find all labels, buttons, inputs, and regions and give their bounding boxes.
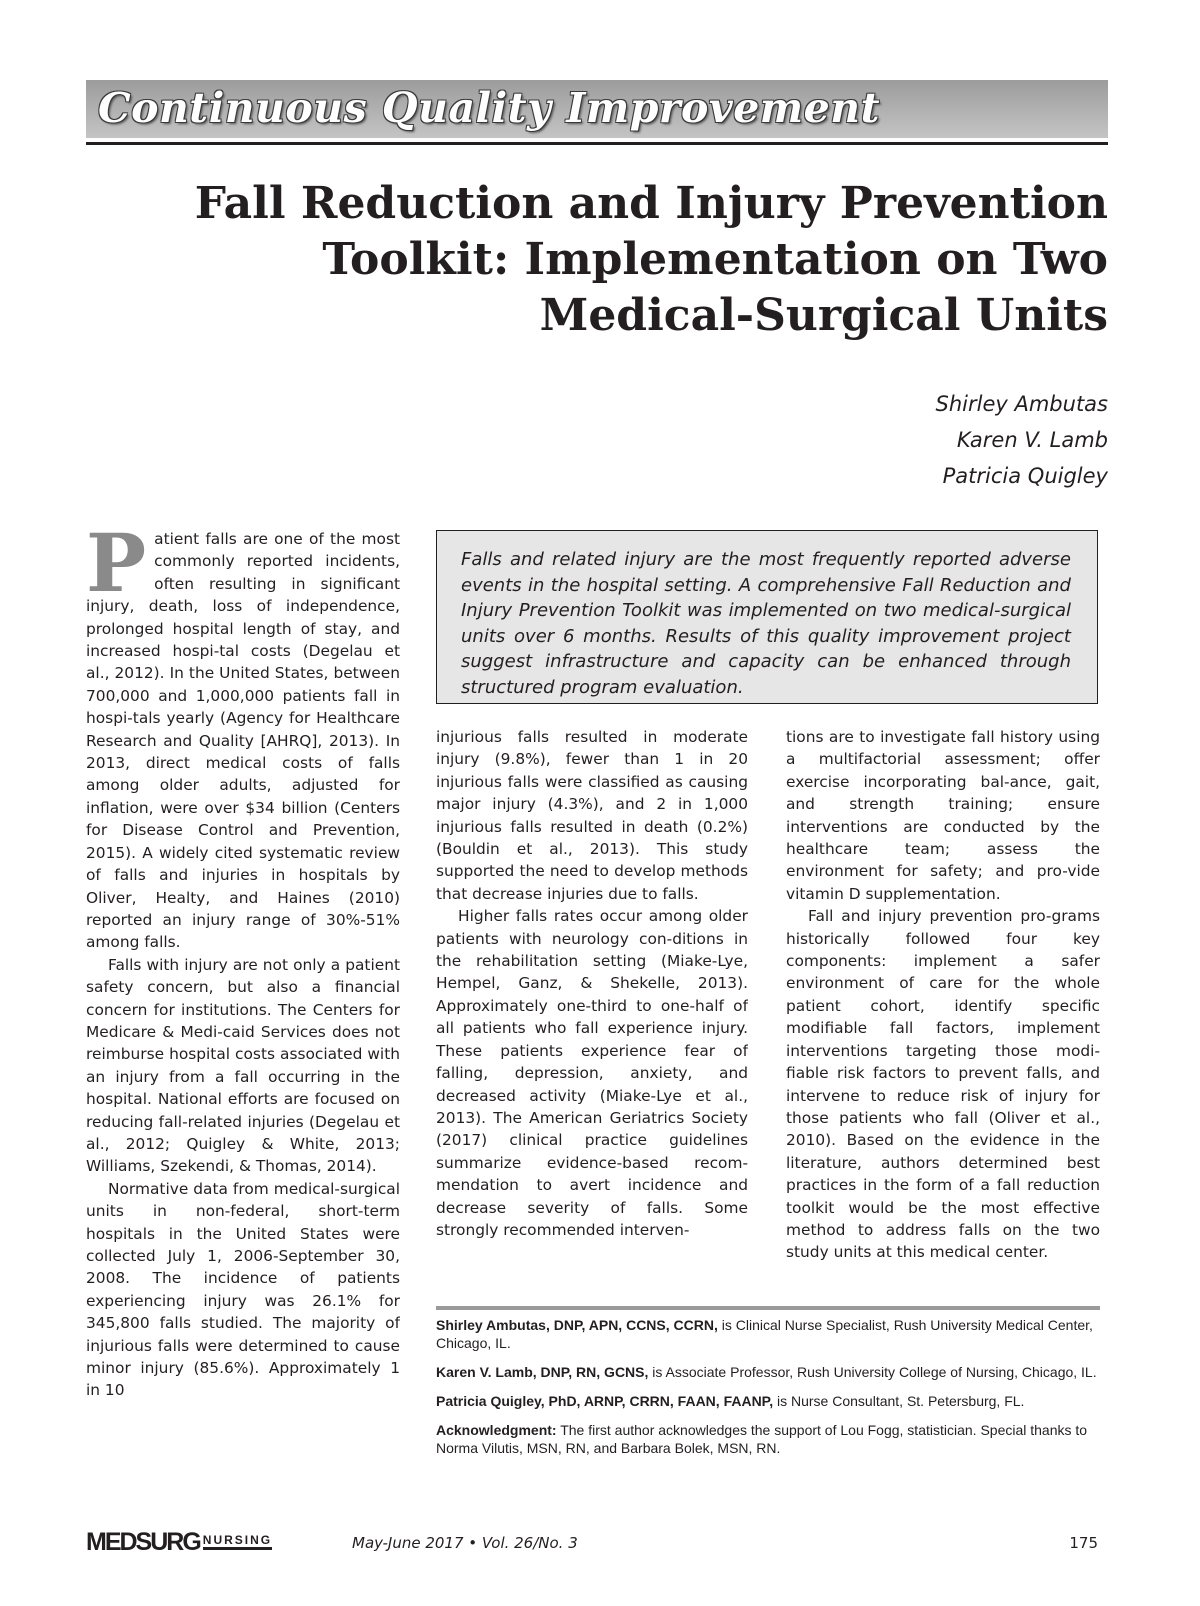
banner-rule <box>86 142 1108 145</box>
drop-cap: P <box>86 528 147 610</box>
author-note <box>436 1363 1100 1381</box>
author-byline <box>936 386 1108 494</box>
paragraph: atient falls are one of the most commonly reported incidents, often resulting in significant injury, death, loss of independence, prolonged hospital length of stay, and increased hospi-tal costs (Degelau et al., 2012). In the United States, between 700,000 and 1,000,000 patients fall in hospi-tals yearly (Agency for Healthcare Research and Quality [AHRQ], 2013). In 2013, direct medical costs of falls among older adults, adjusted for inflation, were over $34 billion (Centers for Disease Control and Prevention, 2015). A widely cited systematic review of falls and injuries in hospitals by Oliver, Healty, and Haines (2010) reported an injury range of 30%-51% among falls. <box>86 530 400 952</box>
title-line-2: Toolkit: Implementation on Two <box>322 234 1108 285</box>
author-note-text: is Nurse Consultant, St. Petersburg, FL. <box>773 1393 1025 1409</box>
abstract-box <box>436 530 1098 704</box>
author-note-name: Patricia Quigley, PhD, ARNP, CRRN, FAAN, FAANP, <box>436 1393 774 1409</box>
acknowledgment-label: Acknowledgment: <box>436 1422 557 1438</box>
author-note <box>436 1392 1100 1410</box>
paragraph: tions are to investigate fall history using a multifactorial assessment; offer exercise incorporating bal-ance, gait, and strength training; ensure interventions are conducted by the healthcare team; assess the environment for safety; and pro-vide vitamin D supplementation. <box>786 728 1100 903</box>
acknowledgment-text: The first author acknowledges the support of Lou Fogg, statistician. Special thanks to Norma Vilutis, MSN, RN, and Barbara Bolek, MSN, RN. <box>436 1422 1088 1456</box>
journal-logo <box>86 1528 272 1557</box>
paragraph: Normative data from medical-surgical units in non-federal, short-term hospitals in the United States were collected July 1, 2006-September 30, 2008. The incidence of patients experiencing injury was 26.1% for 345,800 falls studied. The majority of injurious falls were determined to cause minor injury (85.6%). Approximately 1 in 10 <box>86 1179 400 1400</box>
paragraph: Falls with injury are not only a patient safety concern, but also a financial concern for institutions. The Centers for Medicare & Medi-caid Services does not reimburse hospital costs associated with an injury from a fall occurring in the hospital. National efforts are focused on reducing fall-related injuries (Degelau et al., 2012; Quigley & White, 2013; Williams, Szekendi, & Thomas, 2014). <box>86 955 400 1176</box>
notes-divider <box>436 1306 1100 1310</box>
body-column-2 <box>436 726 748 1296</box>
author-note-text: is Associate Professor, Rush University College of Nursing, Chicago, IL. <box>648 1364 1097 1380</box>
section-title: Continuous Quality Improvement <box>98 84 881 132</box>
page-footer <box>86 1528 1098 1558</box>
body-column-3 <box>786 726 1100 1296</box>
paragraph: injurious falls resulted in moderate injury (9.8%), fewer than 1 in 20 injurious falls were classified as causing major injury (4.3%), and 2 in 1,000 injurious falls resulted in death (0.2%) (Bouldin et al., 2013). This study supported the need to develop methods that decrease injuries due to falls. <box>436 728 748 903</box>
journal-logo-sub: NURSING <box>203 1533 272 1550</box>
author-note-text: is Clinical Nurse Specialist, Rush University Medical Center, Chicago, IL. <box>436 1317 1093 1351</box>
title-line-3: Medical-Surgical Units <box>539 290 1108 341</box>
title-line-1: Fall Reduction and Injury Prevention <box>194 178 1108 229</box>
author-notes <box>436 1316 1100 1468</box>
issue-info: May-June 2017 • Vol. 26/No. 3 <box>352 1534 578 1552</box>
author-note-name: Karen V. Lamb, DNP, RN, GCNS, <box>436 1364 649 1380</box>
abstract-text: Falls and related injury are the most frequently reported adverse events in the hospital setting. A comprehensive Fall Reduction and Injury Prevention Toolkit was implemented on two medical-surgical units over 6 months. Results of this quality improvement project suggest infrastructure and capacity can be enhanced through structured program evaluation. <box>461 549 1071 698</box>
page-number: 175 <box>1069 1534 1098 1552</box>
author-name: Karen V. Lamb <box>956 428 1108 452</box>
body-column-1 <box>86 528 400 1488</box>
author-note-name: Shirley Ambutas, DNP, APN, CCNS, CCRN, <box>436 1317 718 1333</box>
author-note <box>436 1316 1100 1352</box>
acknowledgment <box>436 1421 1100 1457</box>
paragraph: Higher falls rates occur among older patients with neurology con-ditions in the rehabilitation setting (Miake-Lye, Hempel, Ganz, & Shekelle, 2013). Approximately one-third to one-half of all patients who fall experience injury. These patients experience fear of falling, depression, anxiety, and decreased activity (Miake-Lye et al., 2013). The American Geriatrics Society (2017) clinical practice guidelines summarize evidence-based recom-mendation to avert incidence and decrease severity of falls. Some strongly recommended interven- <box>436 907 748 1239</box>
journal-logo-main: MEDSURG <box>86 1528 200 1556</box>
section-banner <box>86 80 1108 138</box>
article-title <box>86 176 1108 344</box>
paragraph: Fall and injury prevention pro-grams historically followed four key components: implement a safer environment of care for the whole patient cohort, identify specific modifiable fall factors, implement interventions targeting those modi-fiable risk factors to prevent falls, and intervene to reduce risk of injury for those patients who fall (Oliver et al., 2010). Based on the evidence in the literature, authors determined best practices in the form of a fall reduction toolkit would be the most effective method to address falls on the two study units at this medical center. <box>786 907 1100 1262</box>
author-name: Shirley Ambutas <box>935 392 1108 416</box>
author-name: Patricia Quigley <box>942 464 1108 488</box>
